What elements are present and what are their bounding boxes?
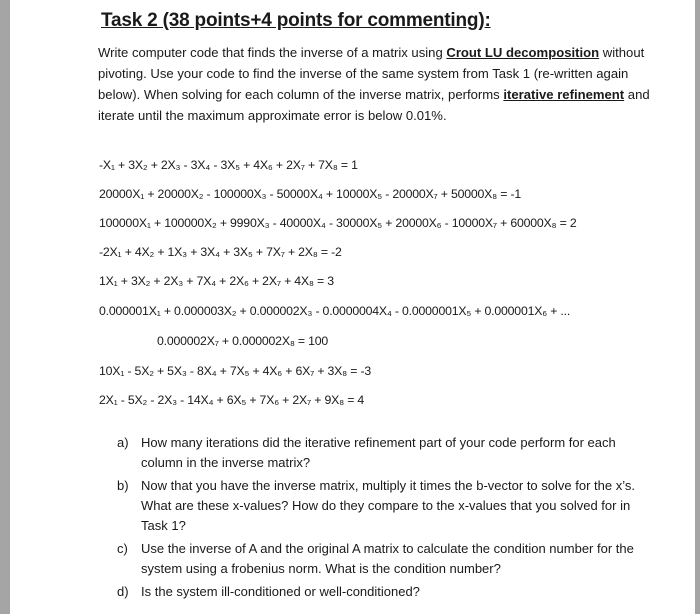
iterative-refinement-term: iterative refinement: [503, 87, 625, 102]
equation-1: -X₁ + 3X₂ + 2X₃ - 3X₄ - 3X₅ + 4X₆ + 2X₇ + 7X₈ = 1: [99, 158, 358, 172]
right-margin-bar: [695, 0, 700, 614]
question-b: [117, 476, 657, 536]
question-list: [117, 433, 657, 605]
question-text: Use the inverse of A and the original A matrix to calculate the condition number for the system using a frobenius norm. What is the condition number?: [141, 541, 634, 576]
equation-6b: 0.000002X₇ + 0.000002X₈ = 100: [157, 334, 329, 348]
crout-lu-term: Crout LU decomposition: [446, 45, 600, 60]
question-text: Now that you have the inverse matrix, multiply it times the b-vector to solve for the x’s. What are these x-values? How do they compare to the x-values that you solved for in Task 1?: [141, 478, 635, 533]
question-text: How many iterations did the iterative refinement part of your code perform for each column in the inverse matrix?: [141, 435, 616, 470]
intro-text-3: and iterate until the maximum approximate error is below 0.01%.: [98, 87, 650, 123]
equation-8: 2X₁ - 5X₂ - 2X₃ - 14X₄ + 6X₅ + 7X₆ + 2X₇ + 9X₈ = 4: [99, 393, 365, 407]
question-letter: b): [117, 478, 129, 493]
question-a: [117, 433, 657, 473]
equation-6a: 0.000001X₁ + 0.000003X₂ + 0.000002X₃ - 0.0000004X₄ - 0.0000001X₅ + 0.000001X₆ + ...: [99, 304, 571, 318]
equation-7: 10X₁ - 5X₂ + 5X₃ - 8X₄ + 7X₅ + 4X₆ + 6X₇ + 3X₈ = -3: [99, 364, 372, 378]
question-d: [117, 582, 657, 602]
intro-text-2: without pivoting. Use your code to find the inverse of the same system from Task 1 (re-written again below). When solving for each column of the inverse matrix, performs: [98, 45, 645, 102]
equation-2: 20000X₁ + 20000X₂ - 100000X₃ - 50000X₄ + 10000X₅ - 20000X₇ + 50000X₈ = -1: [99, 187, 522, 201]
task-title: Task 2 (38 points+4 points for commenting):: [101, 10, 491, 31]
question-letter: d): [117, 584, 129, 599]
intro-paragraph: [98, 42, 668, 126]
question-letter: c): [117, 541, 128, 556]
question-letter: a): [117, 435, 129, 450]
equation-3: 100000X₁ + 100000X₂ + 9990X₃ - 40000X₄ - 30000X₅ + 20000X₆ - 10000X₇ + 60000X₈ = 2: [99, 216, 577, 230]
left-margin-bar: [0, 0, 10, 614]
intro-text-1: Write computer code that finds the inverse of a matrix using: [98, 45, 447, 60]
equation-4: -2X₁ + 4X₂ + 1X₃ + 3X₄ + 3X₅ + 7X₇ + 2X₈ = -2: [99, 245, 342, 259]
question-text: Is the system ill-conditioned or well-conditioned?: [141, 584, 420, 599]
equation-5: 1X₁ + 3X₂ + 2X₃ + 7X₄ + 2X₆ + 2X₇ + 4X₈ = 3: [99, 274, 334, 288]
question-c: [117, 539, 657, 579]
